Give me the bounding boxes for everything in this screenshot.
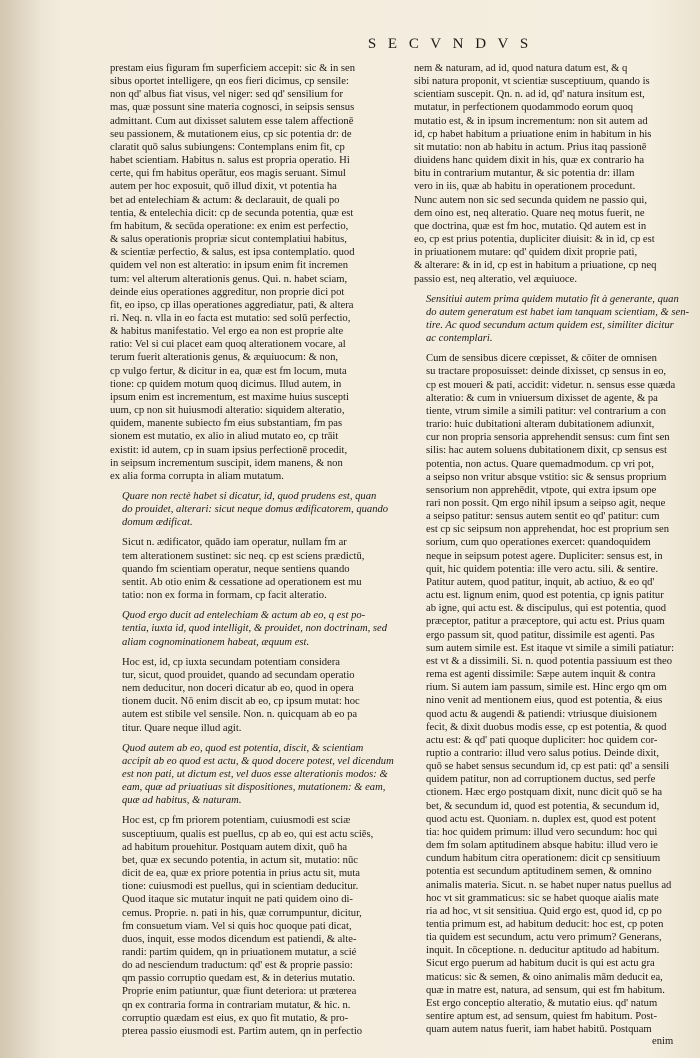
left-lemma-1	[110, 490, 406, 529]
text-line: fm habitum, & secūda operatione: ex enim est perfectio,	[110, 220, 349, 232]
text-line: pterea passio eiusmodi est. Partim autem, qn in perfectio	[122, 1025, 363, 1037]
text-line: eam, quæ ad priuatiuas sit dispositiones, mutationem: & eam,	[122, 782, 386, 794]
text-line: autem est stibile vel sensile. Non. n. quicquam ab eo pa	[122, 709, 358, 721]
text-line: sensorium non apprehēdit, vtpote, qui extra ipsum ope	[426, 484, 657, 496]
left-lemma-3	[110, 742, 406, 808]
text-line: quit, hic quidem potentia: ille vero actu. sili. & sentire.	[426, 563, 659, 575]
text-line: cur non propria sensoria apprehendit sensus: cum fint sen	[426, 432, 670, 444]
text-line: Sicut n. ædificator, quādo iam operatur, nullam fm ar	[122, 537, 347, 549]
text-line: a seipso non vritur absque vstitio: sic & sensus proprium	[426, 471, 667, 483]
text-line: su tractare proposuisset: deinde dixisset, cp sensus in eo,	[426, 366, 667, 378]
text-line: Quod ergo ducit ad entelechiam & actum ab eo, q est po-	[122, 610, 366, 622]
text-line: animalis materia. Sicut. n. se habet nuper natus puellus ad	[426, 879, 672, 891]
text-line: & habitus manifestatio. Vel ergo ea non est proprie alte	[110, 326, 344, 338]
text-line: non qd' albus fiat visus, vel niger: sed qd' sensilium for	[110, 89, 344, 101]
text-line: claratit quō salus subiungens: Contemplans enim fit, cp	[110, 141, 345, 153]
text-line: titur. Quare neque illud agit.	[122, 722, 242, 734]
text-line: aliam cognominationem habeat, æquum est.	[122, 636, 310, 648]
text-line: dem fm solam aptitudinem absque habitu: illud vero ie	[426, 840, 658, 852]
text-line: nem deducitur, non doceri dicatur ab eo, quod in opera	[122, 683, 354, 695]
right-para-2	[414, 352, 700, 1036]
text-line: actu est. lignum enim, quod est potentia, cp ignis patitur	[426, 590, 664, 602]
text-line: accipit ab eo quod est actu, & quod docere potest, vel dicendum	[122, 755, 394, 767]
text-line: hoc vt sit grammaticus: sic se habet quoque aialis mate	[426, 892, 659, 904]
text-line: Sicut ergo puerum ad habitum ducit is qui est actu gra	[426, 958, 655, 970]
text-line: do prouidet, alterari: sicut neque domus ædificatorem, quando	[122, 504, 389, 516]
text-line: ad habitum prouehitur. Postquam autem dixit, quō ha	[122, 841, 348, 853]
text-line: fm consuetum viam. Vel si quis hoc quoque pati dicat,	[122, 920, 352, 932]
text-line: dem oino est, neq alteratio. Quare neq motus fuerit, ne	[414, 207, 645, 219]
right-para-1	[414, 62, 700, 286]
text-line: potentia est secundum aptitudinem semen, & omnino	[426, 866, 652, 878]
text-line: cp est moueri & pati, accidit: videtur. n. sensus esse quæda	[426, 379, 676, 391]
text-line: sionem est mutatio, ex alio in aliud mutato eo, cp trāit	[110, 431, 339, 443]
right-column	[414, 62, 700, 1036]
text-line: & alterare: & in id, cp est in habitum a priuatione, cp neq	[414, 260, 657, 272]
text-line: Cum de sensibus dicere cœpisset, & cōiter de omnisen	[426, 353, 657, 365]
text-line: rema est agenti dissimile: Sæpe autem inquit & contra	[426, 669, 656, 681]
text-line: Hoc est, cp fm priorem potentiam, cuiusmodi est sciæ	[122, 815, 351, 827]
text-line: diuidens hanc quidem dixit in his, quæ ex contrario ha	[414, 155, 645, 167]
text-line: est vt & a dissimili. Si. n. quod potentia passiuum est theo	[426, 655, 672, 667]
text-line: bet, & secundum id, quod est potentia, & secundum id,	[426, 800, 660, 812]
text-line: tiente, vtrum simile a simili patitur: vel contrarium a con	[426, 405, 667, 417]
text-line: seu passionem, & mutationem eius, cp sic potentia dr: de	[110, 128, 352, 140]
text-line: sibi natura proponit, vt scientiæ susceptiuum, quando is	[414, 76, 650, 88]
text-line: quæ ad habitus, & naturam.	[122, 795, 242, 807]
text-line: tentia, iuxta id, quod intelligit, & prouidet, non doctrinam, sed	[122, 623, 388, 635]
text-line: actu est: & qd' pati quoque dupliciter: hoc quidem cor-	[426, 734, 658, 746]
text-line: fecit, & dixit duobus modis esse, cp est potentia, & quod	[426, 721, 667, 733]
text-line: tentia primum est, ad habitum deducit: hoc est, cp poten	[426, 919, 664, 930]
text-line: tentia, & entelechia dicit: cp de secunda potentia, quæ est	[110, 207, 354, 219]
text-line: sentire aptum est, ad sensum, quiest fm habitum. Post-	[426, 1011, 657, 1023]
text-line: Quare non rectè habet si dicatur, id, quod prudens est, quan	[122, 491, 377, 502]
text-line: Quod itaque sic mutatur inquit ne pati quidem oino di-	[122, 894, 353, 906]
text-line: neque in seipsum potest agere. Dupliciter: sensus est, in	[426, 550, 663, 562]
text-line: inquit. In cōceptione. n. deducitur aptitudo ad habitum.	[426, 945, 660, 957]
text-line: Proprie enim patiuntur, quæ fiunt deteriora: ut præterea	[122, 986, 357, 998]
text-line: tionem ducit. Nō enim discit ab eo, cp ipsum mutat: hoc	[122, 696, 360, 708]
text-line: ri. Neq. n. vlla in eo facta est mutatio: sed solū perfectio,	[110, 312, 351, 324]
text-line: tire. Ac quod secundum actum quidem est, similiter dicitur	[426, 319, 674, 331]
text-line: ex alia forma corrupta in aliam mutatum.	[110, 470, 284, 482]
text-line: quidem, manente subiecto fm eius substantiam, fm pas	[110, 418, 343, 430]
text-line: sum autem simile est. Est itaque vt simile a simili patiatur:	[426, 642, 675, 654]
text-line: in seipsum incrementum suscipit, idem manens, & non	[110, 457, 343, 469]
text-line: sentit. Ab otio enim & cessatione ad operationem est mu	[122, 576, 362, 588]
text-line: admittant. Cum aut dixisset salutem esse talem affectionē	[110, 115, 354, 127]
text-line: bitu in contrarium mutantur, & sic potentia dr: illam	[414, 168, 635, 180]
text-line: mutatio est, & in ipsum incrementum: non sit autem ad	[414, 115, 648, 127]
text-line: maticus: sic & semen, & oino animalis mām deducit ea,	[426, 971, 663, 983]
text-line: que doctrina, quæ est fm hoc, mutatio. Qd autem est in	[414, 220, 647, 232]
text-line: est cp sic seipsum non apprehendat, hoc est proprium sen	[426, 524, 670, 536]
text-line: nino venit ad mentionem eius, quod est potentia, & eius	[426, 695, 663, 707]
text-line: sit mutatio: non ab habitu in actum. Prius itaq passionē	[414, 141, 647, 153]
text-line: & salus operationis propriæ sicut contemplatiui habitus,	[110, 234, 347, 246]
text-line: mutatur, in perfectionem quodammodo eorum quoq	[414, 102, 634, 114]
text-line: ac contemplari.	[426, 333, 493, 345]
text-line: cundum habitum citra operationem: dicit cp sensitiuum	[426, 853, 661, 865]
text-line: scientiam suscepit. Qn. n. ad id, qd' natura insitum est,	[414, 89, 645, 101]
text-line: corruptio quædam est eius, ex quo fit mutatio, & pro-	[122, 1012, 349, 1024]
text-line: qm passio corruptio quedam est, & in deterius mutatio.	[122, 973, 356, 985]
text-line: id, cp habet habitum a priuatione enim in habitum in his	[414, 128, 652, 140]
text-line: sorium, cum quo operationes exercet: quandoquidem	[426, 537, 651, 549]
text-line: certe, qui fm habitus operātur, eos magis seruant. Simul	[110, 168, 346, 180]
text-line: bet ad entelechiam & actum: & declarauit, de quali po	[110, 194, 340, 206]
text-line: Hoc est, id, cp iuxta secundam potentiam considera	[122, 656, 340, 668]
text-line: Nunc autem non sic sed secunda quidem ne passio qui,	[414, 194, 648, 206]
text-line: est non pati, ut dictum est, vel duos esse alterationis modos: &	[122, 768, 388, 780]
text-line: tione: cp quidem motum quoq dicimus. Illud autem, in	[110, 378, 342, 390]
text-line: tione: cuiusmodi est puellus, qui in scientiam deducitur.	[122, 881, 359, 893]
catchword: enim	[652, 1036, 674, 1047]
text-line: ctionem. Hæc ergo postquam dixit, nunc dicit quō se ha	[426, 787, 663, 799]
text-line: quando fm scientiam operatur, neque sentiens quando	[122, 563, 350, 575]
text-line: tur, sicut, quod prouidet, quando ad secundam operatio	[122, 669, 355, 681]
text-line: qn ex contraria forma in contrariam mutatur, & hic. n.	[122, 999, 351, 1011]
text-line: duos, inquit, esse modos dicendum est patiendi, & alte-	[122, 933, 357, 945]
text-line: prestam eius figuram fm superficiem accepit: sic & in sen	[110, 63, 356, 74]
left-para-1	[110, 62, 406, 483]
text-line: a seipso patitur: sensus autem sentit eo qd' patitur: cum	[426, 511, 660, 523]
text-line: quod actu & augendi & patiendi: vtriusque diuisionem	[426, 708, 657, 720]
text-line: Est ergo conceptio alteratio, & mutatio eius. qd' natum	[426, 997, 658, 1009]
text-line: præceptor, patitur a præceptore, qui actu est. Prius quam	[426, 616, 665, 628]
text-line: ergo passum sit, quod patitur, dissimile est agenti. Pas	[426, 629, 655, 641]
text-line: domum ædificat.	[122, 517, 193, 529]
page-gutter-shadow	[0, 0, 60, 1058]
text-line: deinde eius operationes aggreditur, non proprie dici pot	[110, 286, 345, 298]
text-line: tia quidem est secundum, actu vero primum? Generans,	[426, 932, 662, 944]
text-line: potentia, non actus. Quare quemadmodum. cp vri pot,	[426, 458, 655, 470]
text-line: ratio: Vel si cui placet eam quoq alterationem vocare, al	[110, 339, 346, 351]
text-line: tem alterationem sustinet: sic neq. cp est sciens prædictū,	[122, 550, 365, 562]
text-line: Patitur autem, quod patitur, inquit, ab actiuo, & eo qd'	[426, 576, 655, 588]
text-line: trario: huic dubitationi alteram dubitationem adiunxit,	[426, 419, 655, 431]
text-line: sibus oportet intelligere, qn eos fieri dicimus, cp sensile:	[110, 76, 349, 88]
text-line: cp vulgo fertur, & dicitur in ea, quæ est fm locum, muta	[110, 365, 347, 377]
text-line: in priuationem mutare: qd' quidem dixit proprie pati,	[414, 247, 638, 259]
text-line: nem & naturam, ad id, quod natura datum est, & q	[414, 63, 628, 74]
text-line: quidem patitur, non ad corruptionem ductus, sed perfe	[426, 774, 656, 786]
text-line: passio est, neq alteratio, vel æquiuoce.	[414, 273, 577, 285]
text-line: ipsum enim est incrementum, est maxime huius suscepti	[110, 391, 349, 403]
running-title: S E C V N D V S	[367, 36, 533, 52]
text-line: habet scientiam. Habitus n. salus est propria operatio. Hi	[110, 155, 350, 167]
text-line: mas, quæ possunt sine materia cognosci, in seipsis sensus	[110, 102, 355, 114]
text-line: bet, quæ ex secundo potentia, in actum sit, mutatio: nūc	[122, 854, 358, 866]
text-line: existit: id autem, cp in suam ipsius perfectionē procedit,	[110, 444, 348, 456]
text-line: eo, cp est prius potentia, dupliciter diuisit: & in id, cp est	[414, 234, 655, 246]
text-line: quam autem natus fuerit, iam habet habitū. Postquam	[426, 1024, 652, 1036]
text-line: do autem generatum est habet iam tanquam scientiam, & sen-	[426, 306, 690, 318]
text-line: tum: vel alterum alterationis genus. Qui. n. habet sciam,	[110, 273, 348, 285]
text-line: uum, cp non sit huiusmodi alteratio: siquidem alteratio,	[110, 405, 345, 417]
text-line: quæ in matre est, natura, ad sensum, qui est fm habitum.	[426, 984, 665, 996]
text-line: quō se habet sensus secundum id, cp est pati: qd' a sensili	[426, 761, 670, 773]
text-line: autem per hoc exposuit, quō illud dixit, vt potentia ha	[110, 181, 337, 193]
text-line: dicit de ea, quæ ex priore potentia in prius actu sit, muta	[122, 868, 361, 880]
text-line: susceptiuum, qualis est puellus, cp ab eo, qui est actu sciēs,	[122, 828, 374, 840]
text-line: rari non possit. Qm ergo nihil ipsum a seipso agit, neque	[426, 498, 666, 509]
text-line: terum fuerit alterationis genus, & æquiuocum: & non,	[110, 352, 339, 364]
right-lemma-1	[414, 293, 700, 346]
text-line: do ad nesciendum traductum: qd' est & proprie passio:	[122, 960, 353, 972]
text-line: quidem vel non est alteratio: in ipsum enim fit incremen	[110, 260, 349, 272]
text-line: alteratio: & cum in vniuersum dixisset de agente, & pa	[426, 392, 658, 404]
text-line: fit, eo ipso, cp illas operationes aggrediatur, pati, & altera	[110, 299, 354, 311]
text-line: cemus. Proprie. n. pati in his, quæ corrumpuntur, dicitur,	[122, 907, 362, 919]
text-line: ruptio a contrario: illud vero salus potius. Deinde dixit,	[426, 747, 660, 759]
text-line: quod actu est. Quoniam. n. duplex est, quod est potent	[426, 813, 656, 825]
left-para-3	[110, 656, 406, 735]
text-line: & scientiæ perfectio, & salus, est ipsa contemplatio. quod	[110, 247, 355, 259]
text-line: silis: hac autem soluens dubitationem dixit, cp sensus est	[426, 445, 667, 457]
text-line: ria ad hoc, vt sit sensitiua. Quid ergo est, quod id, cp po	[426, 905, 662, 917]
text-line: Sensitiui autem prima quidem mutatio fit à generante, quan	[426, 293, 679, 305]
text-line: rium. Si autem iam passum, simile est. Hinc ergo qm om	[426, 682, 667, 694]
left-para-4	[110, 814, 406, 1038]
text-line: vero in iis, quæ ab habitu in operationem procedunt.	[414, 181, 636, 193]
left-column	[110, 62, 406, 1038]
text-line: tia: hoc quidem primum: illud vero secundum: hoc qui	[426, 826, 658, 838]
left-lemma-2	[110, 609, 406, 648]
left-para-2	[110, 536, 406, 602]
text-line: randi: partim quidem, qn in priuationem mutatur, a scié	[122, 947, 357, 958]
text-line: tatio: non ex forma in formam, cp facit alteratio.	[122, 590, 327, 602]
text-line: Quod autem ab eo, quod est potentia, discit, & scientiam	[122, 742, 364, 754]
text-line: ab igne, qui actu est. & discipulus, qui est potentia, quod	[426, 603, 667, 615]
